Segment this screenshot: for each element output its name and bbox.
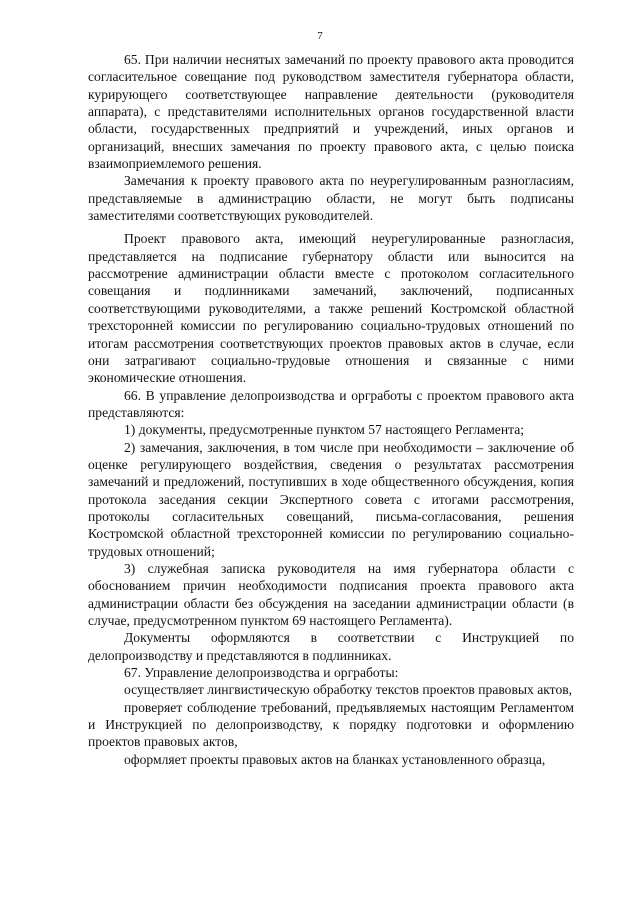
list-item-67-check: проверяет соблюдение требований, предъявляемых настоящим Регламентом и Инструкцией по делопроизводству, к порядку подготовки и оформлению проектов правовых актов, bbox=[88, 699, 574, 750]
list-item-66-1: 1) документы, предусмотренные пунктом 57 настоящего Регламента; bbox=[124, 422, 525, 438]
paragraph-unresolved-disagreements: Проект правового акта, имеющий неурегулированные разногласия, представляется на подписание губернатору области или выносится на рассмотрение администрации области вместе с протоколом согласительного совещания и подлинниками замечаний, заключений, подписанных соответствующими руководителями, а также решений Костромской областной трехсторонней комиссии по регулированию социально-трудовых отношений по итогам рассмотрения соответствующих проектов правовых актов в случае, если они затрагивают социально-трудовые отношения и связанные с ними экономические отношения. bbox=[88, 231, 574, 386]
list-item-66-3: 3) служебная записка руководителя на имя губернатора области с обоснованием причин необходимости подписания проекта правового акта администрации области без обсуждения на заседании администрации области (в случае, предусмотренном пунктом 69 настоящего Регламента). bbox=[88, 560, 574, 628]
page-number: 7 bbox=[317, 30, 323, 42]
paragraph-67: 67. Управление делопроизводства и оргработы: bbox=[124, 665, 399, 681]
paragraph-objections: Замечания к проекту правового акта по неурегулированным разногласиям, представляемые в администрацию области, не могут быть подписаны заместителями соответствующих руководителей. bbox=[88, 173, 574, 224]
paragraph-65: 65. При наличии неснятых замечаний по проекту правового акта проводится согласительное совещание под руководством заместителя губернатора области, курирующего соответствующее направление деятельности (руководителя аппарата), с представителями исполнительных органов государственной власти области, государственных предприятий и учреждений, иных органов и организаций, внесших замечания по проекту правового акта, с целью поиска взаимоприемлемого решения. bbox=[88, 52, 574, 172]
paragraph-66: 66. В управление делопроизводства и оргработы с проектом правового акта представляются: bbox=[88, 387, 574, 420]
paragraph-documents: Документы оформляются в соответствии с Инструкцией по делопроизводству и представляются в подлинниках. bbox=[88, 630, 574, 663]
list-item-67-linguistic: осуществляет лингвистическую обработку текстов проектов правовых актов, bbox=[124, 682, 573, 698]
document-body bbox=[88, 51, 574, 768]
list-item-66-2: 2) замечания, заключения, в том числе при необходимости – заключение об оценке регулирующего воздействия, сведения о результатах рассмотрения замечаний и предложений, поступивших в ходе общественного обсуждения, копия протокола заседания секции Экспертного совета с итогами рассмотрения, протоколы согласительных совещаний, письма-согласования, решения Костромской областной трехсторонней комиссии по регулированию социально-трудовых отношений; bbox=[88, 439, 574, 559]
list-item-67-forms: оформляет проекты правовых актов на бланках установленного образца, bbox=[124, 751, 546, 767]
